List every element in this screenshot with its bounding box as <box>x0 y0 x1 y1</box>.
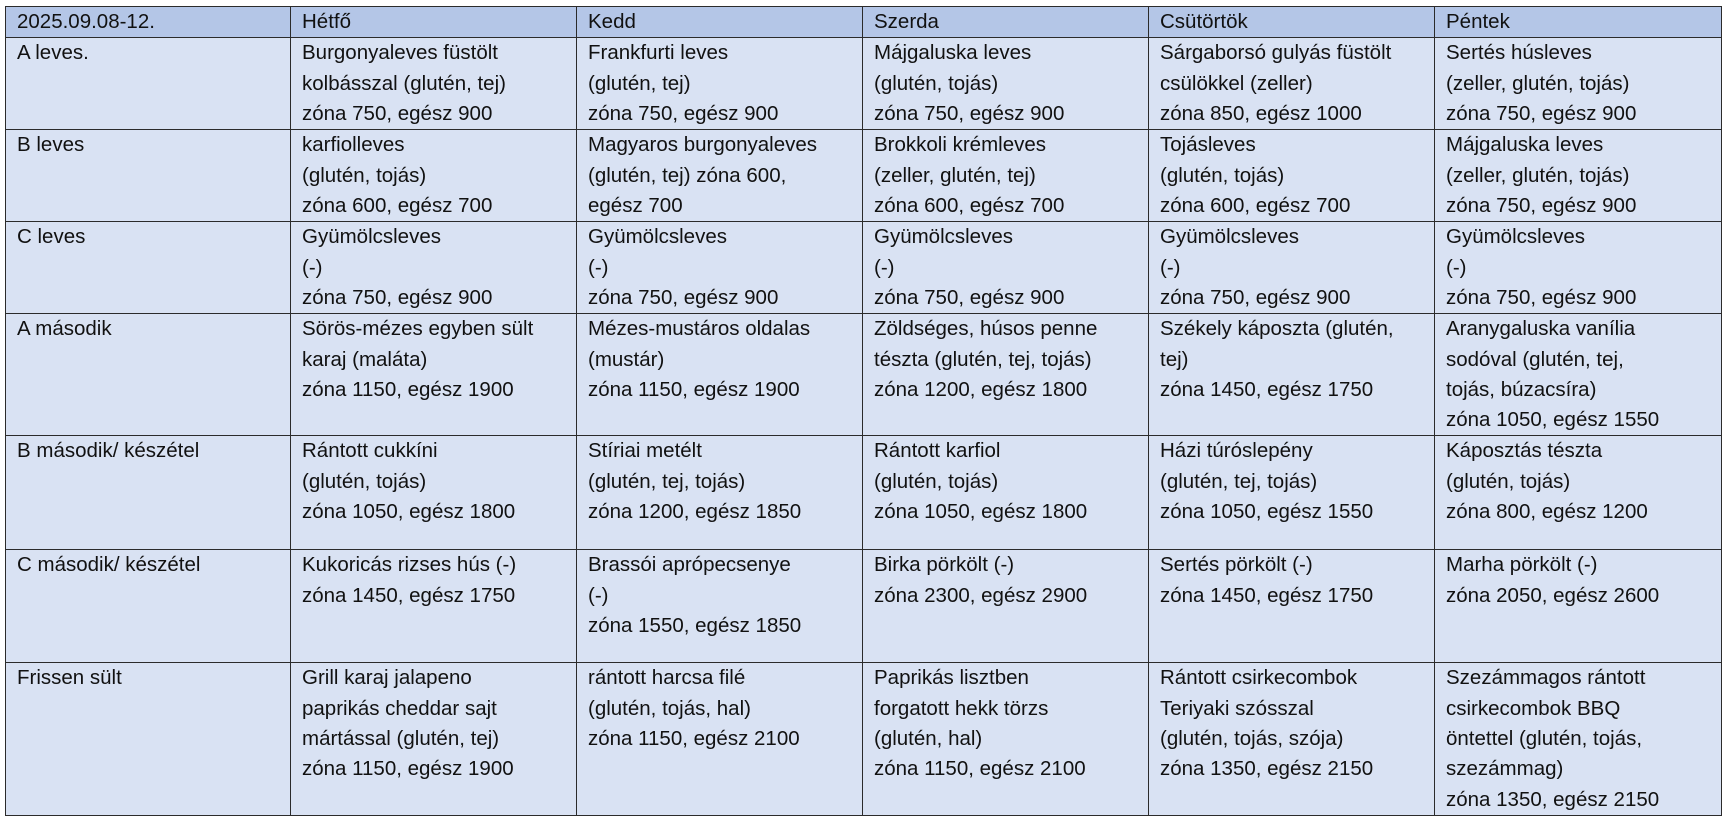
menu-cell-friday <box>1435 38 1722 130</box>
menu-category-label: Frissen sült <box>6 663 291 815</box>
menu-cell-line: Sárgaborsó gulyás füstölt <box>1160 41 1392 65</box>
menu-cell-line: sodóval (glutén, tej, <box>1446 347 1624 371</box>
menu-cell-line: Brokkoli krémleves <box>874 133 1047 157</box>
menu-cell-line: egész 700 <box>588 193 683 217</box>
menu-cell-monday <box>291 130 577 222</box>
menu-cell-line: tészta (glutén, tej, tojás) <box>874 347 1092 371</box>
menu-cell-line: (glutén, tojás) <box>874 469 999 493</box>
menu-cell-wednesday <box>863 663 1149 815</box>
menu-cell-line: zóna 1450, egész 1750 <box>302 583 516 607</box>
menu-cell-line: Rántott csirkecombok <box>1160 666 1358 690</box>
menu-cell-line: zóna 1150, egész 1900 <box>302 757 514 781</box>
menu-cell-line: Magyaros burgonyaleves <box>588 133 818 157</box>
menu-category-label: B leves <box>6 130 291 222</box>
menu-cell-line: Gyümölcsleves <box>302 225 441 249</box>
menu-cell-line: Paprikás lisztben <box>874 666 1029 690</box>
menu-cell-line: zóna 750, egész 900 <box>302 101 493 125</box>
menu-cell-line: (glutén, hal) <box>874 727 983 751</box>
menu-cell-line: paprikás cheddar sajt <box>302 696 497 720</box>
menu-cell-line: (glutén, tej, tojás) <box>1160 469 1318 493</box>
menu-cell-line: szezámmag) <box>1446 757 1564 781</box>
menu-cell-line: zóna 1050, egész 1550 <box>1160 500 1374 524</box>
menu-cell-monday <box>291 222 577 314</box>
menu-cell-thursday <box>1149 314 1435 436</box>
menu-cell-line: rántott harcsa filé <box>588 666 746 690</box>
menu-cell-line: öntettel (glutén, tojás, <box>1446 727 1643 751</box>
menu-category-label: B második/ készétel <box>6 436 291 550</box>
menu-cell-thursday <box>1149 38 1435 130</box>
menu-cell-line: (glutén, tojás, szója) <box>1160 727 1344 751</box>
menu-cell-line: zóna 1450, egész 1750 <box>1160 583 1374 607</box>
menu-cell-line: Májgaluska leves <box>874 41 1032 65</box>
weekly-menu-table <box>5 6 1722 816</box>
menu-cell-line: (glutén, tojás) <box>1160 163 1285 187</box>
menu-cell-line: Székely káposzta (glutén, <box>1160 317 1394 341</box>
menu-cell-line: Zöldséges, húsos penne <box>874 317 1098 341</box>
menu-row <box>6 436 1722 550</box>
menu-cell-line: zóna 750, egész 900 <box>1446 285 1637 309</box>
menu-cell-line: Stíriai metélt <box>588 439 702 463</box>
menu-cell-line: zóna 1150, egész 2100 <box>874 757 1086 781</box>
menu-cell-line: (glutén, tej, tojás) <box>588 469 746 493</box>
menu-cell-friday <box>1435 130 1722 222</box>
menu-category-label: C leves <box>6 222 291 314</box>
menu-cell-thursday <box>1149 550 1435 663</box>
menu-cell-line: (-) <box>1160 255 1181 279</box>
menu-category-label: A leves. <box>6 38 291 130</box>
menu-cell-line: Sertés húsleves <box>1446 41 1592 65</box>
menu-cell-line: tojás, búzacsíra) <box>1446 377 1597 401</box>
menu-cell-line: zóna 750, egész 900 <box>1446 193 1637 217</box>
menu-cell-line: Gyümölcsleves <box>874 225 1013 249</box>
menu-cell-line: (glutén, tojás) <box>1446 469 1571 493</box>
menu-cell-line: Kukoricás rizses hús (-) <box>302 553 517 577</box>
menu-cell-line: zóna 750, egész 900 <box>302 285 493 309</box>
menu-cell-tuesday <box>577 436 863 550</box>
menu-cell-friday <box>1435 436 1722 550</box>
menu-cell-line: (-) <box>588 583 609 607</box>
menu-cell-tuesday <box>577 130 863 222</box>
menu-cell-line: forgatott hekk törzs <box>874 696 1049 720</box>
menu-cell-line: (glutén, tojás) <box>302 163 427 187</box>
menu-cell-line: zóna 1450, egész 1750 <box>1160 377 1374 401</box>
menu-cell-line: zóna 1200, egész 1850 <box>588 500 802 524</box>
menu-cell-monday <box>291 663 577 815</box>
header-row <box>6 7 1722 38</box>
day-header-monday: Hétfő <box>291 7 577 38</box>
menu-cell-line: zóna 1150, egész 1900 <box>302 377 514 401</box>
menu-cell-line: zóna 1550, egész 1850 <box>588 614 802 638</box>
menu-cell-line: zóna 600, egész 700 <box>874 193 1065 217</box>
menu-cell-line: (glutén, tojás, hal) <box>588 696 751 720</box>
menu-cell-line: Szezámmagos rántott <box>1446 666 1646 690</box>
menu-cell-line: zóna 750, egész 900 <box>1160 285 1351 309</box>
menu-cell-line: (glutén, tej) zóna 600, <box>588 163 787 187</box>
menu-row <box>6 550 1722 663</box>
menu-cell-line: Rántott cukkíni <box>302 439 438 463</box>
menu-cell-line: Burgonyaleves füstölt <box>302 41 499 65</box>
menu-cell-line: Gyümölcsleves <box>1446 225 1585 249</box>
menu-cell-line: Rántott karfiol <box>874 439 1001 463</box>
menu-cell-friday <box>1435 550 1722 663</box>
menu-cell-line: Sörös-mézes egyben sült <box>302 317 534 341</box>
menu-cell-line: Házi túróslepény <box>1160 439 1313 463</box>
menu-cell-line: zóna 1150, egész 2100 <box>588 727 800 751</box>
menu-cell-wednesday <box>863 130 1149 222</box>
menu-cell-monday <box>291 550 577 663</box>
menu-category-label: A második <box>6 314 291 436</box>
menu-cell-line: zóna 600, egész 700 <box>1160 193 1351 217</box>
menu-cell-monday <box>291 38 577 130</box>
menu-cell-line: Aranygaluska vanília <box>1446 317 1636 341</box>
menu-cell-line: Brassói aprópecsenye <box>588 553 791 577</box>
menu-cell-line: zóna 750, egész 900 <box>874 101 1065 125</box>
menu-cell-wednesday <box>863 314 1149 436</box>
menu-cell-monday <box>291 314 577 436</box>
menu-cell-line: Gyümölcsleves <box>588 225 727 249</box>
menu-cell-line: zóna 750, egész 900 <box>588 101 779 125</box>
menu-row <box>6 663 1722 815</box>
menu-cell-line: (-) <box>302 255 323 279</box>
menu-row <box>6 38 1722 130</box>
menu-cell-line: Tojásleves <box>1160 133 1256 157</box>
menu-cell-line: Frankfurti leves <box>588 41 729 65</box>
menu-cell-line: zóna 750, egész 900 <box>1446 101 1637 125</box>
menu-cell-line: zóna 1050, egész 1800 <box>874 500 1088 524</box>
menu-cell-tuesday <box>577 314 863 436</box>
menu-cell-line: kolbásszal (glutén, tej) <box>302 71 506 95</box>
menu-cell-tuesday <box>577 222 863 314</box>
menu-cell-thursday <box>1149 436 1435 550</box>
day-header-friday: Péntek <box>1435 7 1722 38</box>
menu-cell-line: zóna 1150, egész 1900 <box>588 377 800 401</box>
menu-cell-line: zóna 800, egész 1200 <box>1446 500 1648 524</box>
day-header-wednesday: Szerda <box>863 7 1149 38</box>
menu-cell-line: zóna 600, egész 700 <box>302 193 493 217</box>
menu-row <box>6 222 1722 314</box>
menu-cell-line: zóna 750, egész 900 <box>588 285 779 309</box>
menu-cell-line: Mézes-mustáros oldalas <box>588 317 811 341</box>
menu-cell-line: (zeller, glutén, tej) <box>874 163 1036 187</box>
menu-cell-line: zóna 1050, egész 1550 <box>1446 408 1660 432</box>
menu-cell-friday <box>1435 314 1722 436</box>
menu-cell-line: Gyümölcsleves <box>1160 225 1299 249</box>
menu-cell-line: karfiolleves <box>302 133 405 157</box>
menu-cell-line: (mustár) <box>588 347 665 371</box>
menu-cell-line: zóna 2050, egész 2600 <box>1446 583 1660 607</box>
menu-cell-line: zóna 850, egész 1000 <box>1160 101 1362 125</box>
menu-cell-line: zóna 1050, egész 1800 <box>302 500 516 524</box>
menu-category-label: C második/ készétel <box>6 550 291 663</box>
menu-cell-line: Grill karaj jalapeno <box>302 666 472 690</box>
day-header-thursday: Csütörtök <box>1149 7 1435 38</box>
menu-cell-line: (zeller, glutén, tojás) <box>1446 71 1630 95</box>
menu-cell-line: csülökkel (zeller) <box>1160 71 1313 95</box>
menu-cell-line: (zeller, glutén, tojás) <box>1446 163 1630 187</box>
menu-cell-line: Májgaluska leves <box>1446 133 1604 157</box>
menu-cell-line: zóna 1200, egész 1800 <box>874 377 1088 401</box>
menu-cell-wednesday <box>863 222 1149 314</box>
menu-cell-friday <box>1435 663 1722 815</box>
menu-cell-tuesday <box>577 38 863 130</box>
menu-cell-line: Sertés pörkölt (-) <box>1160 553 1313 577</box>
menu-cell-friday <box>1435 222 1722 314</box>
menu-cell-line: karaj (maláta) <box>302 347 428 371</box>
menu-cell-line: Marha pörkölt (-) <box>1446 553 1598 577</box>
menu-cell-line: (-) <box>588 255 609 279</box>
menu-cell-tuesday <box>577 550 863 663</box>
menu-cell-line: Káposztás tészta <box>1446 439 1603 463</box>
menu-cell-monday <box>291 436 577 550</box>
day-header-tuesday: Kedd <box>577 7 863 38</box>
menu-cell-line: (-) <box>1446 255 1467 279</box>
menu-body <box>6 38 1722 816</box>
menu-cell-line: zóna 2300, egész 2900 <box>874 583 1088 607</box>
menu-cell-line: (glutén, tojás) <box>874 71 999 95</box>
menu-cell-line: (-) <box>874 255 895 279</box>
menu-cell-wednesday <box>863 38 1149 130</box>
menu-cell-line: Teriyaki szósszal <box>1160 696 1314 720</box>
menu-cell-line: zóna 1350, egész 2150 <box>1160 757 1374 781</box>
menu-cell-line: (glutén, tojás) <box>302 469 427 493</box>
menu-cell-line: zóna 750, egész 900 <box>874 285 1065 309</box>
menu-cell-wednesday <box>863 436 1149 550</box>
menu-cell-thursday <box>1149 130 1435 222</box>
menu-cell-line: zóna 1350, egész 2150 <box>1446 787 1660 811</box>
menu-cell-line: mártással (glutén, tej) <box>302 727 500 751</box>
menu-cell-line: tej) <box>1160 347 1189 371</box>
menu-cell-line: Birka pörkölt (-) <box>874 553 1015 577</box>
menu-cell-tuesday <box>577 663 863 815</box>
menu-row <box>6 314 1722 436</box>
menu-cell-thursday <box>1149 663 1435 815</box>
menu-cell-thursday <box>1149 222 1435 314</box>
menu-cell-wednesday <box>863 550 1149 663</box>
menu-row <box>6 130 1722 222</box>
menu-cell-line: csirkecombok BBQ <box>1446 696 1621 720</box>
menu-cell-line: (glutén, tej) <box>588 71 691 95</box>
date-range-header: 2025.09.08-12. <box>6 7 291 38</box>
